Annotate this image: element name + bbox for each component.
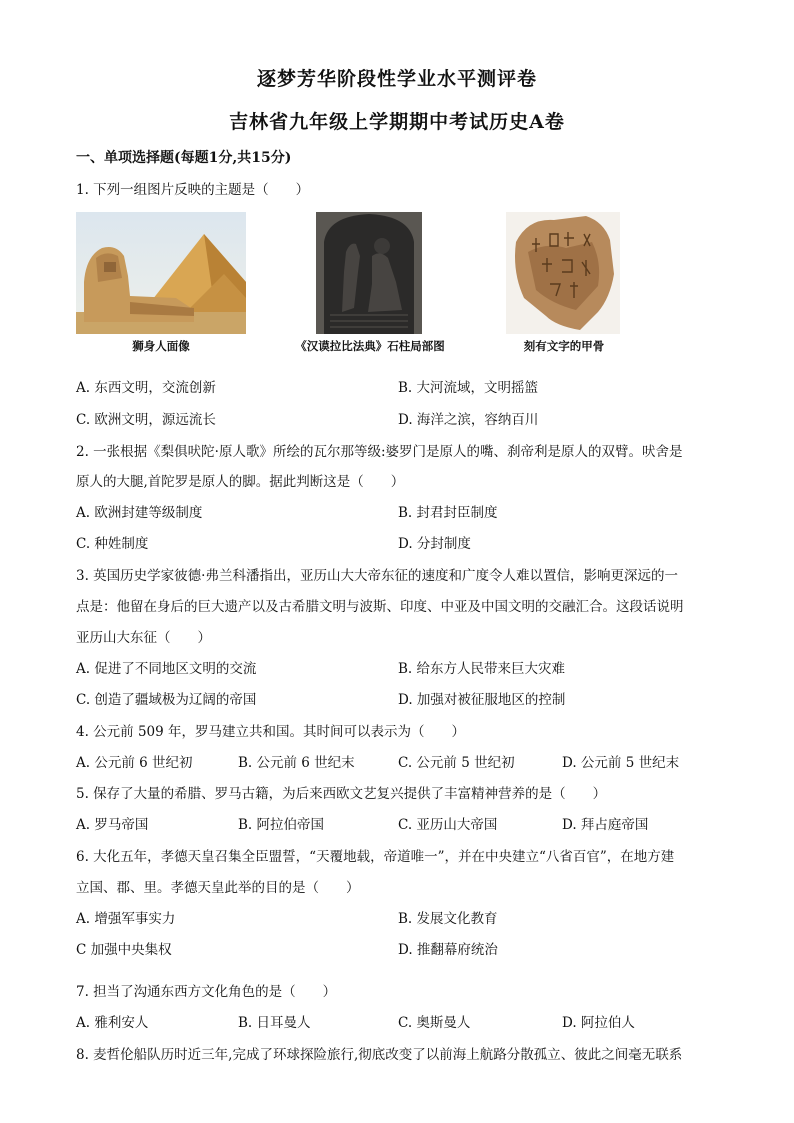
exam-title: 逐梦芳华阶段性学业水平测评卷 <box>256 68 537 90</box>
exam-subtitle: 吉林省九年级上学期期中考试历史A卷 <box>229 111 565 133</box>
q7-stem: 7. 担当了沟通东西方文化角色的是（ ） <box>76 984 337 1000</box>
q6-option-d: D. 推翻幕府统治 <box>398 942 498 958</box>
q2-option-b: B. 封君封臣制度 <box>398 505 498 521</box>
q6-option-c: C 加强中央集权 <box>76 942 172 958</box>
q3-stem-line2: 点是：他留在身后的巨大遗产以及古希腊文明与波斯、印度、中亚及中国文明的交融汇合。这段话说明 <box>76 599 684 615</box>
oracle-bone-image <box>506 212 620 334</box>
q5-option-a: A. 罗马帝国 <box>76 817 149 833</box>
figure-caption-hammurabi: 《汉谟拉比法典》石柱局部图 <box>295 339 445 353</box>
q6-stem-line1: 6. 大化五年，孝德天皇召集全臣盟誓，“天覆地载，帝道唯一”，并在中央建立“八省百官”，在地方建 <box>76 849 675 865</box>
q6-stem-line2: 立国、郡、里。孝德天皇此举的目的是（ ） <box>76 880 360 896</box>
q7-option-d: D. 阿拉伯人 <box>562 1015 635 1031</box>
q5-option-d: D. 拜占庭帝国 <box>562 817 649 833</box>
q1-option-c: C. 欧洲文明，源远流长 <box>76 412 216 428</box>
q4-option-b: B. 公元前 6 世纪末 <box>238 755 355 771</box>
q2-stem-line2: 原人的大腿,首陀罗是原人的脚。据此判断这是（ ） <box>76 474 405 490</box>
figure-caption-sphinx: 狮身人面像 <box>132 339 190 353</box>
q3-option-c: C. 创造了疆域极为辽阔的帝国 <box>76 692 257 708</box>
q6-option-a: A. 增强军事实力 <box>76 911 176 927</box>
q1-option-b: B. 大河流域，文明摇篮 <box>398 380 539 396</box>
q3-stem-line1: 3. 英国历史学家彼德·弗兰科潘指出，亚历山大大帝东征的速度和广度令人难以置信，影响更深远的一 <box>76 568 678 584</box>
q4-option-c: C. 公元前 5 世纪初 <box>398 755 515 771</box>
q5-option-b: B. 阿拉伯帝国 <box>238 817 325 833</box>
sphinx-image <box>76 212 246 334</box>
q7-option-c: C. 奥斯曼人 <box>398 1015 471 1031</box>
q7-option-a: A. 雅利安人 <box>76 1015 149 1031</box>
q6-option-b: B. 发展文化教育 <box>398 911 498 927</box>
figure-caption-oracle-bone: 刻有文字的甲骨 <box>523 339 605 353</box>
q2-option-d: D. 分封制度 <box>398 536 471 552</box>
q2-stem-line1: 2. 一张根据《梨俱吠陀·原人歌》所绘的瓦尔那等级:婆罗门是原人的嘴、刹帝利是原人的双臂。吠舍是 <box>76 444 683 460</box>
q1-option-d: D. 海洋之滨，容纳百川 <box>398 412 539 428</box>
q4-option-a: A. 公元前 6 世纪初 <box>76 755 193 771</box>
hammurabi-stele-image <box>316 212 422 334</box>
q7-option-b: B. 日耳曼人 <box>238 1015 311 1031</box>
q8-stem-line1: 8. 麦哲伦船队历时近三年,完成了环球探险旅行,彻底改变了以前海上航路分散孤立、彼此之间毫无联系 <box>76 1047 683 1063</box>
q5-option-c: C. 亚历山大帝国 <box>398 817 498 833</box>
q5-stem: 5. 保存了大量的希腊、罗马古籍，为后来西欧文艺复兴提供了丰富精神营养的是（ ） <box>76 786 607 802</box>
q3-option-a: A. 促进了不同地区文明的交流 <box>76 661 257 677</box>
q1-stem: 1. 下列一组图片反映的主题是（ ） <box>76 182 310 198</box>
q4-option-d: D. 公元前 5 世纪末 <box>562 755 680 771</box>
q3-option-d: D. 加强对被征服地区的控制 <box>398 692 566 708</box>
q1-option-a: A. 东西文明，交流创新 <box>76 380 216 396</box>
section-heading: 一、单项选择题(每题1分,共15分) <box>76 150 292 166</box>
q4-stem: 4. 公元前 509 年，罗马建立共和国。其时间可以表示为（ ） <box>76 724 466 740</box>
q3-option-b: B. 给东方人民带来巨大灾难 <box>398 661 566 677</box>
q2-option-a: A. 欧洲封建等级制度 <box>76 505 203 521</box>
q2-option-c: C. 种姓制度 <box>76 536 149 552</box>
q3-stem-line3: 亚历山大东征（ ） <box>76 630 211 646</box>
